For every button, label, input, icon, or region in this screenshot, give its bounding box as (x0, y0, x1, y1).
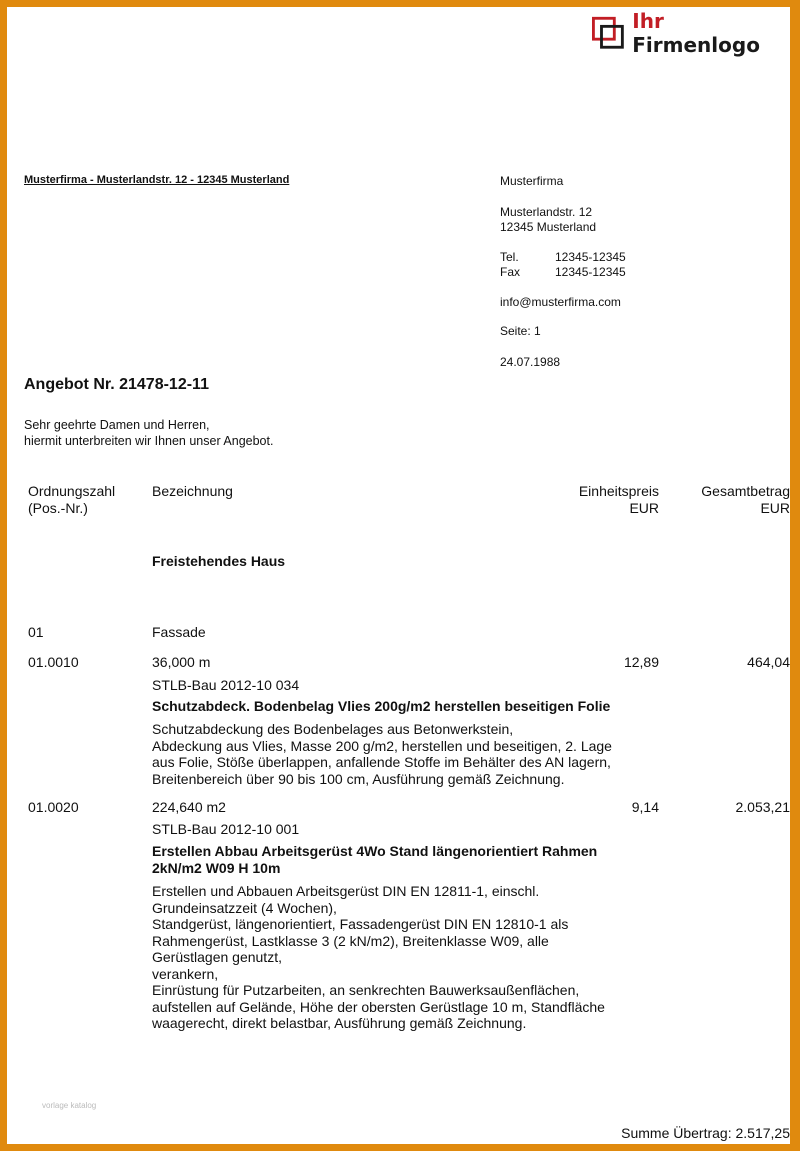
long-text-line: Rahmengerüst, Lastklasse 3 (2 kN/m2), Breitenklasse W09, alle (152, 932, 549, 949)
offer-document (7, 7, 790, 1144)
section-title: Freistehendes Haus (152, 553, 286, 569)
long-text-line: aus Folie, Stöße überlappen, anfallende Stoffe im Behälter des AN lagern, (152, 754, 611, 770)
header-pos-nr-line2: (Pos.-Nr.) (28, 500, 88, 516)
long-text-line: Einrüstung für Putzarbeiten, an senkrechten Bauwerksaußenflächen, (152, 982, 580, 998)
company-logo (592, 9, 790, 57)
logo-word-ihr: Ihr (632, 9, 664, 33)
long-text-line: verankern, (152, 965, 219, 982)
document-date: 24.07.1988 (500, 355, 561, 369)
position-short-text (152, 843, 597, 877)
position-reference: STLB-Bau 2012-10 001 (152, 821, 300, 837)
position-long-text (152, 721, 772, 787)
position-quantity: 36,000 m (152, 654, 211, 670)
sender-address-line: Musterfirma - Musterlandstr. 12 - 12345 Musterland (24, 174, 290, 186)
fax-number: 12345-12345 (555, 265, 626, 279)
header-description: Bezeichnung (152, 483, 233, 499)
company-email: info@musterfirma.com (500, 295, 621, 309)
carry-over-sum: Summe Übertrag: 2.517,25 (621, 1125, 790, 1141)
header-pos-nr-line1: Ordnungszahl (28, 483, 116, 499)
intro-text: hiermit unterbreiten wir Ihnen unser Angebot. (24, 434, 274, 448)
group-number: 01 (28, 624, 44, 640)
header-unit-price-line1: Einheitspreis (578, 483, 659, 499)
position-reference: STLB-Bau 2012-10 034 (152, 677, 300, 693)
short-text-line: Erstellen Abbau Arbeitsgerüst 4Wo Stand längenorientiert Rahmen (152, 843, 598, 859)
company-street: Musterlandstr. 12 (500, 205, 593, 219)
position-long-text (152, 883, 772, 1032)
position-number: 01.0020 (28, 799, 79, 815)
tel-label: Tel. (500, 250, 519, 264)
position-quantity: 224,640 m2 (152, 799, 226, 815)
position-unit-price: 9,14 (631, 799, 659, 815)
short-text-line: 2kN/m2 W09 H 10m (152, 860, 281, 876)
header-total (701, 483, 790, 517)
header-pos-nr (28, 483, 115, 517)
long-text-line: Gerüstlagen genutzt, (152, 949, 282, 965)
long-text-line: Standgerüst, längenorientiert, Fassadengerüst DIN EN 12810-1 als (152, 916, 569, 932)
long-text-line: waagerecht, direkt belastbar, Ausführung gemäß Zeichnung. (152, 1015, 527, 1031)
position-number: 01.0010 (28, 654, 79, 670)
header-unit-price-line2: EUR (629, 500, 659, 516)
company-city: 12345 Musterland (500, 220, 597, 234)
header-unit-price (579, 483, 659, 517)
long-text-line: Abdeckung aus Vlies, Masse 200 g/m2, herstellen und beseitigen, 2. Lage (152, 737, 612, 754)
watermark-text: vorlage katalog (42, 1101, 97, 1110)
long-text-line: Breitenbereich über 90 bis 100 cm, Ausführung gemäß Zeichnung. (152, 770, 565, 787)
offer-title: Angebot Nr. 21478-12-11 (24, 376, 209, 393)
header-total-line1: Gesamtbetrag (701, 483, 790, 499)
long-text-line: Erstellen und Abbauen Arbeitsgerüst DIN EN 12811-1, einschl. (152, 883, 540, 899)
group-name: Fassade (152, 624, 206, 640)
tel-number: 12345-12345 (555, 250, 626, 264)
position-unit-price: 12,89 (623, 654, 659, 670)
page-number: Seite: 1 (500, 324, 541, 338)
company-name: Musterfirma (500, 174, 564, 188)
logo-squares-icon (592, 16, 624, 50)
logo-word-firmenlogo: Firmenlogo (632, 33, 760, 57)
long-text-line: aufstellen auf Gelände, Höhe der obersten Gerüstlage 10 m, Standfläche (152, 998, 605, 1015)
position-total: 2.053,21 (735, 799, 790, 815)
position-short-text: Schutzabdeck. Bodenbelag Vlies 200g/m2 herstellen beseitigen Folie (152, 698, 611, 714)
fax-label: Fax (500, 265, 521, 279)
position-total: 464,04 (747, 654, 790, 670)
header-total-line2: EUR (760, 500, 790, 516)
long-text-line: Grundeinsatzzeit (4 Wochen), (152, 899, 337, 916)
greeting: Sehr geehrte Damen und Herren, (24, 418, 210, 432)
long-text-line: Schutzabdeckung des Bodenbelages aus Betonwerkstein, (152, 721, 514, 737)
